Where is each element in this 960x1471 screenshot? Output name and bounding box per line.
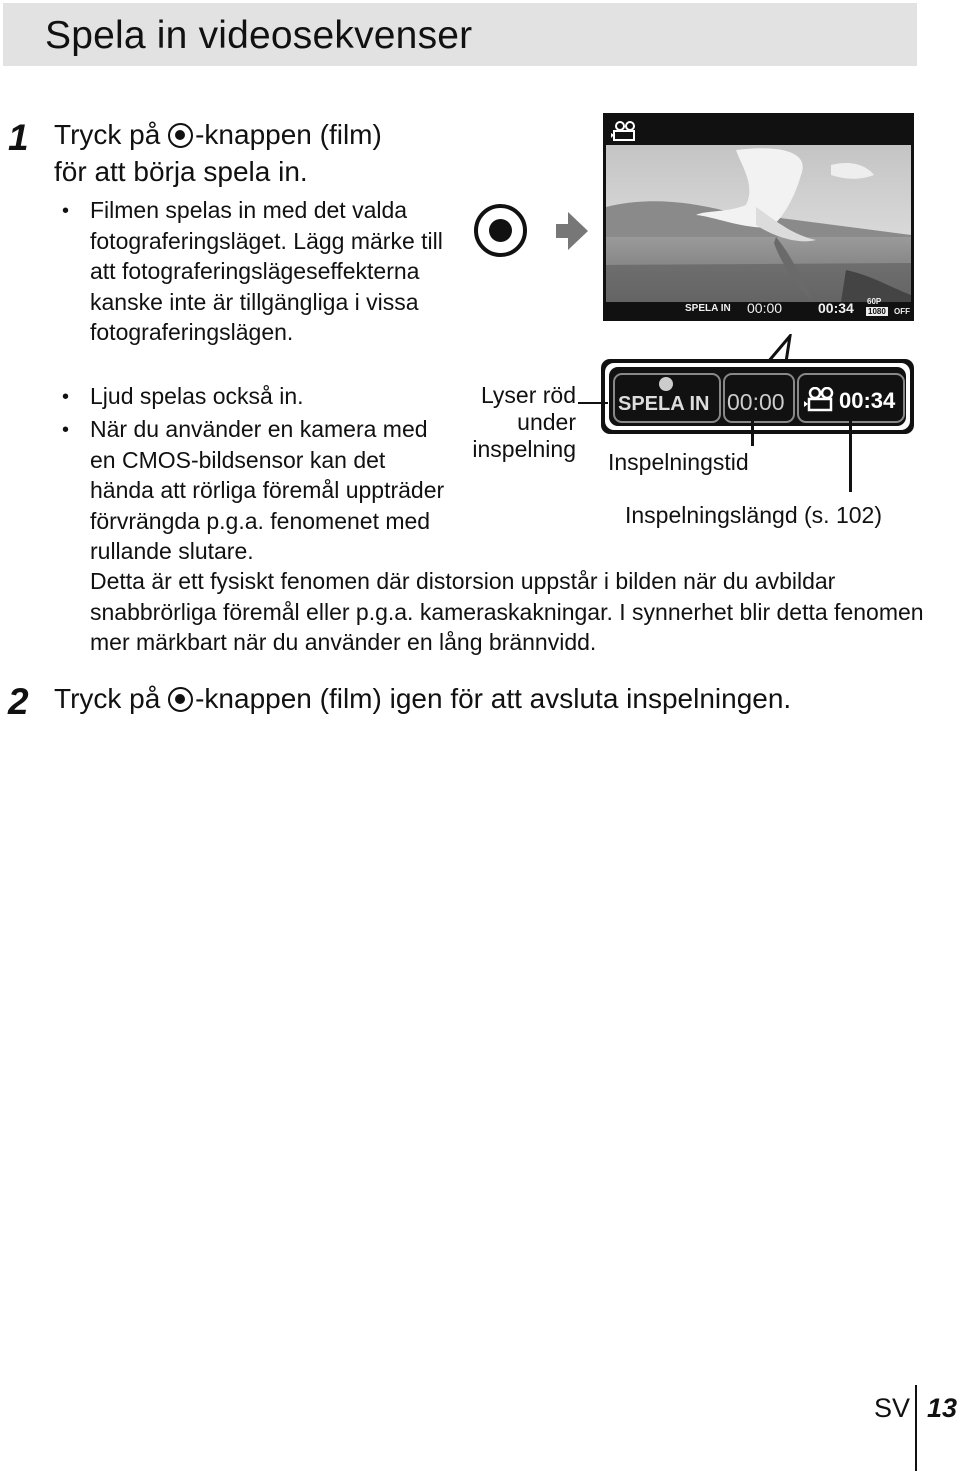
bullet-dot: •: [62, 419, 70, 441]
step1-bullet-2: Ljud spelas också in.: [90, 383, 304, 409]
footer-divider: [915, 1385, 917, 1471]
bullet-dot: •: [62, 200, 70, 222]
leader-line: [578, 402, 608, 404]
step2-text-pre: Tryck på: [54, 683, 169, 714]
step2-instruction: [54, 680, 791, 717]
step1-bullet-1: Filmen spelas in med det valda fotograferingsläget. Lägg märke till att fotograferingslägeseffekterna kanske inte är tillgängliga i vissa fotograferingslägen.: [90, 197, 443, 345]
rec-dot-icon: [659, 377, 673, 391]
movie-record-icon: [168, 687, 193, 712]
step1-bullet-3: När du använder en kamera med en CMOS-bildsensor kan det hända att rörliga föremål uppträder förvrängda p.g.a. fenomenet med rullande slutare.: [90, 416, 445, 564]
label-recording-length: Inspelningslängd (s. 102): [625, 502, 882, 528]
movie-record-icon: [168, 123, 193, 148]
step-number-2: 2: [8, 681, 29, 722]
label-recording-time: Inspelningstid: [608, 449, 749, 475]
step-number-1: 1: [8, 117, 29, 158]
step2-text-post: -knappen (film) igen för att avsluta inspelningen.: [195, 683, 792, 714]
callout-remaining-time: 00:34: [839, 388, 896, 413]
screen-remaining-time: 00:34: [818, 300, 854, 316]
screen-fps: 60P: [867, 297, 882, 306]
step1-line1-pre: Tryck på: [54, 119, 169, 150]
step1-bullet-3-continued: Detta är ett fysiskt fenomen där distorsion uppstår i bilden när du avbildar snabbrörliga föremål eller p.g.a. kameraskakningar. I synnerhet blir detta fenomen mer märkbart när du använder en lång brännvidd.: [90, 568, 924, 655]
leader-line: [849, 420, 852, 492]
screen-elapsed-time: 00:00: [747, 300, 783, 316]
screen-rec-label: SPELA IN: [685, 303, 731, 314]
page-title: Spela in videosekvenser: [45, 14, 473, 57]
status-callout: [601, 359, 914, 434]
arrow-right-icon: [556, 212, 590, 250]
record-button-icon: [474, 204, 527, 257]
step1-instruction: [54, 116, 382, 190]
step1-line2: för att börja spela in.: [54, 156, 308, 187]
callout-rec-label: SPELA IN: [618, 393, 710, 415]
page-number: 13: [927, 1393, 958, 1423]
screen-resolution: 1080: [868, 307, 886, 316]
camera-screen: [603, 113, 914, 321]
label-recording-indicator: Lyser röd under inspelning: [472, 382, 576, 462]
movie-mode-icon: [804, 387, 836, 413]
seagull-photo: [606, 145, 911, 302]
step1-line1-post: -knappen (film): [195, 119, 382, 150]
callout-elapsed-time: 00:00: [727, 389, 785, 415]
movie-mode-icon: [611, 121, 639, 141]
screen-mic-status: OFF: [894, 307, 910, 316]
leader-line: [751, 420, 754, 446]
bullet-dot: •: [62, 386, 70, 408]
language-code: SV: [874, 1393, 911, 1423]
section-header: [3, 3, 917, 66]
